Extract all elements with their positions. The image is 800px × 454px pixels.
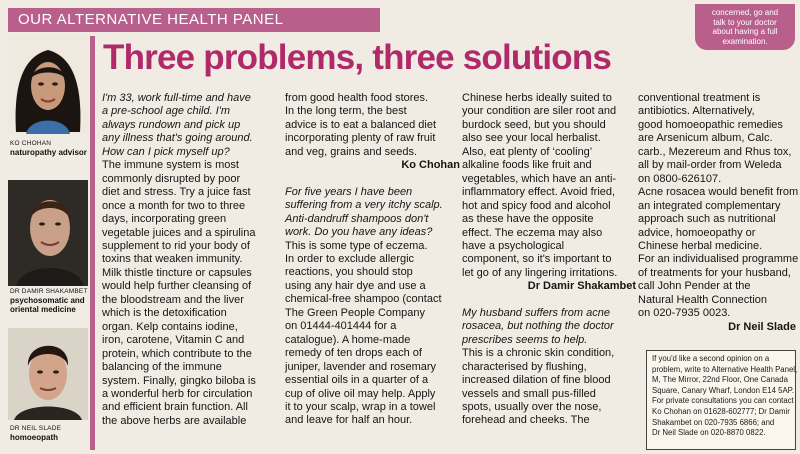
info-line: For private consultations you can contact <box>652 396 794 406</box>
answer-line: let go of any lingering irritations. <box>462 266 618 279</box>
answer-line: advice, homoeopathy or <box>638 226 756 239</box>
reader-question-line: any illness that's going around. <box>102 132 253 145</box>
answer-line: an integrated complementary <box>638 199 781 212</box>
answer-line: have a psychological <box>462 239 565 252</box>
answer-line: juniper, lavender and rosemary <box>285 360 437 373</box>
paragraph-gap <box>462 294 636 307</box>
answer-line: and leave for half an hour. <box>285 414 413 427</box>
caption-role: homoeopath <box>10 433 58 442</box>
answer-line: iron, carotene, Vitamin C and <box>102 334 245 347</box>
column-2 <box>285 92 460 428</box>
answer-line: conventional treatment is <box>638 92 761 104</box>
answer-line: alkaline foods like fruit and <box>462 159 592 172</box>
ko-chohan-photo <box>8 36 88 134</box>
answer-line: days, incorporating green <box>102 213 227 226</box>
answer-line: it to your scalp, wrap in a towel <box>285 400 436 413</box>
expert-signature: Dr Damir Shakambet <box>527 280 636 293</box>
caption-role: naturopathy advisor <box>10 148 87 157</box>
caption-name: DR DAMIR SHAKAMBET <box>10 288 88 295</box>
info-line: Ko Chohan on 01628-602777; Dr Damir <box>652 406 790 416</box>
answer-line: and veg, grains and seeds. <box>285 145 418 158</box>
answer-line: and efficient brain function. All <box>102 401 248 414</box>
corner-line: examination. <box>722 36 768 46</box>
column-4 <box>638 92 799 334</box>
answer-line: component, so it's important to <box>462 253 612 266</box>
answer-line: essential oils in a quarter of a <box>285 374 429 387</box>
answer-line: incorporating plenty of raw fruit <box>285 132 436 145</box>
answer-line: Natural Health Connection <box>638 293 768 306</box>
answer-line: Acne rosacea would benefit from <box>638 186 799 199</box>
answer-line: spots, usually over the nose, <box>462 400 602 413</box>
info-line: M, The Mirror, 22nd Floor, One Canada <box>652 375 788 385</box>
caption-role: psychosomatic and <box>10 296 85 305</box>
answer-line: commonly disrupted by poor <box>102 172 241 185</box>
answer-line: protein, which contribute to the <box>102 347 252 360</box>
divider-bar <box>90 36 95 450</box>
caption-role: oriental medicine <box>10 305 76 314</box>
corner-note <box>695 4 795 50</box>
answer-line: vessels and small pus-filled <box>462 387 596 400</box>
corner-line: about having a full <box>712 27 778 36</box>
answer-line: Also, eat plenty of ‘cooling’ <box>462 145 593 158</box>
expert-signature: Ko Chohan <box>401 159 460 172</box>
damir-shakambet-caption <box>10 287 90 314</box>
article-title: Three problems, three solutions <box>103 38 612 77</box>
answer-line: on 020-7935 0023. <box>638 307 731 320</box>
reader-question-line: Anti-dandruff shampoos don't <box>285 212 429 225</box>
answer-line: of treatments for your husband, <box>638 266 791 279</box>
caption-name: DR NEIL SLADE <box>10 425 62 432</box>
info-line: Shakambet on 020-7935 6866; and <box>652 417 775 427</box>
answer-line: effect. The eczema may also <box>462 226 603 239</box>
reader-question-line: always rundown and pick up <box>102 118 241 131</box>
reader-question-line: I'm 33, work full-time and have <box>102 92 251 104</box>
answer-line: In the long term, the best <box>285 105 407 118</box>
reader-question-line: work. Do you have any ideas? <box>285 226 433 239</box>
answer-line: also see your local herbalist. <box>462 132 601 145</box>
answer-line: on 0800-626107. <box>638 172 722 185</box>
answer-line: catalogue). A home-made <box>285 333 411 346</box>
answer-line: good homoeopathic remedies <box>638 118 783 131</box>
answer-line: increased dilation of fine blood <box>462 374 611 387</box>
reader-question-line: For five years I have been <box>285 185 413 198</box>
info-line: If you'd like a second opinion on a <box>652 354 770 363</box>
answer-line: antibiotics. Alternatively, <box>638 105 755 118</box>
answer-line: characterised by flushing, <box>462 360 587 373</box>
answer-line: Chinese herbal medicine. <box>638 239 763 252</box>
answer-line: advice is to eat a balanced diet <box>285 118 437 131</box>
answer-line: system. Finally, gingko biloba is <box>102 374 256 387</box>
corner-line: concerned, go and <box>711 8 779 17</box>
expert-signature: Dr Neil Slade <box>728 320 796 333</box>
answer-line: carb., Mezereum and Rhus tox, <box>638 145 792 158</box>
caption-name: KO CHOHAN <box>10 140 52 147</box>
answer-line: on 01444-401444 for a <box>285 320 397 333</box>
answer-line: cup of olive oil may help. Apply <box>285 387 436 400</box>
answer-line: hot and spicy food and alcohol <box>462 199 611 212</box>
answer-line: diet and stress. Try a juice fast <box>102 186 251 199</box>
answer-line: your condition are siler root and <box>462 105 617 118</box>
answer-line: In order to exclude allergic <box>285 252 415 265</box>
answer-line: organ. Kelp contains iodine, <box>102 320 238 333</box>
neil-slade-caption <box>10 424 90 442</box>
panel-header: OUR ALTERNATIVE HEALTH PANEL <box>8 8 380 32</box>
info-line: Dr Neil Slade on 020-8870 0822. <box>652 428 766 438</box>
answer-line: vegetables, which have an anti- <box>462 172 617 185</box>
answer-line: The immune system is most <box>102 159 239 172</box>
answer-line: approach such as nutritional <box>638 213 776 226</box>
answer-line: from good health food stores. <box>285 92 429 104</box>
answer-line: are Arsenicum album, Calc. <box>638 132 773 145</box>
ko-chohan-caption <box>10 139 90 157</box>
reader-question-line: prescribes seems to help. <box>462 333 588 346</box>
reader-question-line: a pre-school age child. I'm <box>102 105 231 118</box>
answer-line: a wonderful herb for circulation <box>102 387 253 400</box>
info-line: problem, write to Alternative Health Panel, <box>652 364 798 374</box>
answer-line: all by mail-order from Weleda <box>638 159 782 172</box>
damir-shakambet-photo <box>8 180 88 286</box>
column-1 <box>102 92 282 428</box>
answer-line: would help further cleansing of <box>102 280 252 293</box>
answer-line: For an individualised programme <box>638 253 799 266</box>
reader-question-line: suffering from a very itchy scalp. <box>285 199 443 212</box>
answer-line: balancing of the immune <box>102 361 222 374</box>
answer-line: once a month for two to three <box>102 199 246 212</box>
paragraph-gap <box>285 173 460 186</box>
answer-line: Milk thistle tincture or capsules <box>102 266 252 279</box>
neil-slade-photo <box>8 328 88 420</box>
answer-line: as these have the opposite <box>462 213 594 226</box>
answer-line: The Green People Company <box>285 306 426 319</box>
answer-line: using any hair dye and use a <box>285 279 426 292</box>
answer-line: which is the detoxification <box>102 307 227 320</box>
answer-line: This is a chronic skin condition, <box>462 347 615 360</box>
answer-line: inflammatory effect. Avoid fried, <box>462 186 616 199</box>
answer-line: chemical-free shampoo (contact <box>285 293 442 306</box>
reader-question-line: How can I pick myself up? <box>102 145 230 158</box>
answer-line: the bloodstream and the liver <box>102 293 244 306</box>
answer-line: the above herbs are available <box>102 414 247 427</box>
answer-line: forehead and cheeks. The <box>462 414 590 427</box>
answer-line: toxins that weaken immunity. <box>102 253 243 266</box>
answer-line: burdock seed, but you should <box>462 118 606 131</box>
answer-line: reactions, you should stop <box>285 266 413 279</box>
info-line: Square, Canary Wharf, London E14 5AP. <box>652 385 795 395</box>
corner-line: talk to your doctor <box>713 17 777 27</box>
reader-question-line: My husband suffers from acne <box>462 306 610 319</box>
answer-line: This is some type of eczema. <box>285 239 428 252</box>
answer-line: supplement to rid your body of <box>102 239 250 252</box>
column-3 <box>462 92 636 428</box>
contact-info-box <box>646 350 796 450</box>
reader-question-line: rosacea, but nothing the doctor <box>462 320 614 333</box>
answer-line: Chinese herbs ideally suited to <box>462 92 612 104</box>
answer-line: call John Pender at the <box>638 280 751 293</box>
answer-line: vegetable juices and a spirulina <box>102 226 256 239</box>
answer-line: remedy of ten drops each of <box>285 347 422 360</box>
